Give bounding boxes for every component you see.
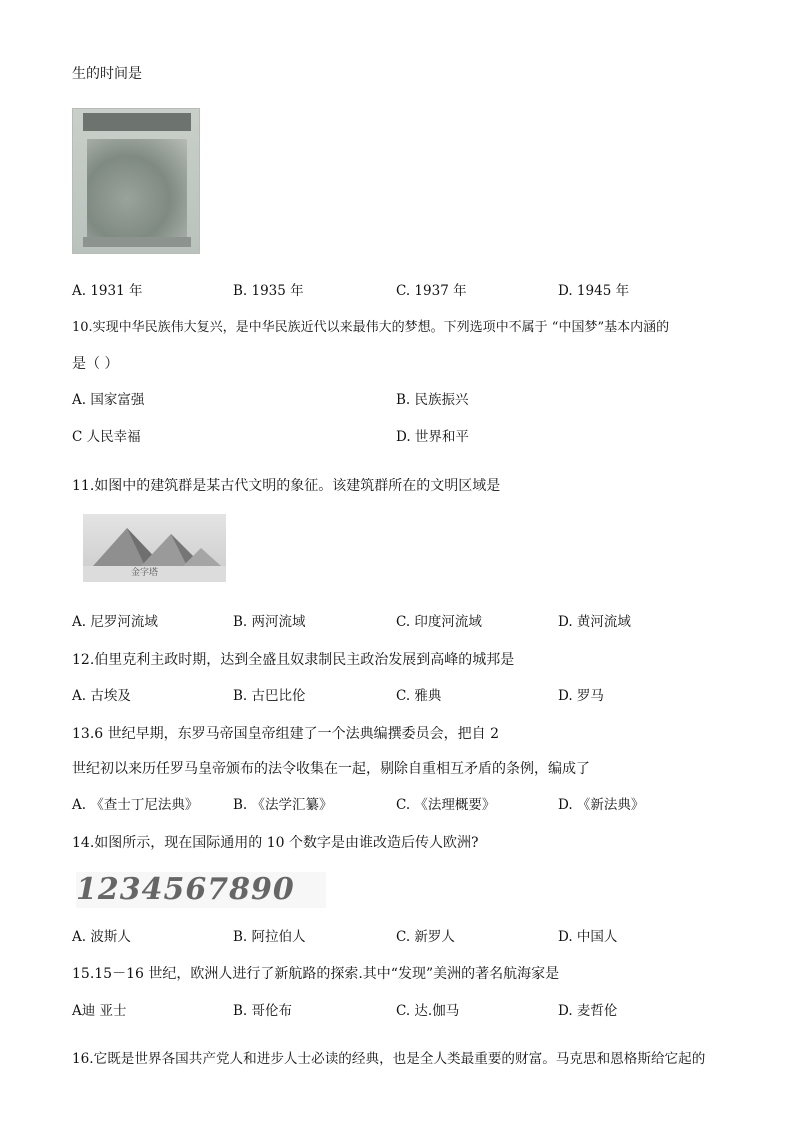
poster-footer — [83, 237, 191, 247]
q15-stem: 15.15－16 世纪，欧洲人进行了新航路的探索.其中“发现”美洲的著名航海家是 — [72, 966, 560, 982]
q9-stem-tail: 生的时间是 — [72, 66, 142, 82]
q9-poster-image — [72, 108, 200, 254]
q12-stem: 12.伯里克利主政时期，达到全盛且奴隶制民主政治发展到高峰的城邦是 — [72, 652, 515, 668]
q9-option-c: C. 1937 年 — [396, 283, 467, 299]
q15-option-d: D. 麦哲伦 — [558, 1003, 618, 1019]
q10-stem-line1: 10.实现中华民族伟大复兴，是中华民族近代以来最伟大的梦想。下列选项中不属于 “中国梦”基本内涵的 — [72, 320, 670, 335]
q13-option-c: C. 《法理概要》 — [396, 797, 496, 813]
q10-option-b: B. 民族振兴 — [396, 392, 469, 408]
poster-illustration — [87, 139, 187, 239]
q9-option-a: A. 1931 年 — [72, 283, 143, 299]
q10-option-d: D. 世界和平 — [396, 429, 469, 445]
q13-option-a: A. 《查士丁尼法典》 — [72, 797, 199, 813]
q13-option-b: B. 《法学汇纂》 — [233, 797, 333, 813]
q10-option-a: A. 国家富强 — [72, 392, 145, 408]
q10-option-c: C 人民幸福 — [72, 429, 141, 445]
q11-pyramids-image — [83, 514, 226, 582]
q13-stem-line1: 13.6 世纪早期，东罗马帝国皇帝组建了一个法典编撰委员会，把自 2 — [72, 726, 499, 742]
q14-stem: 14.如图所示，现在国际通用的 10 个数字是由谁改造后传人欧洲? — [72, 835, 479, 851]
q9-option-b: B. 1935 年 — [233, 283, 304, 299]
q11-option-b: B. 两河流域 — [233, 614, 306, 630]
q11-option-c: C. 印度河流域 — [396, 614, 482, 630]
q14-option-d: D. 中国人 — [558, 929, 618, 945]
q9-option-d: D. 1945 年 — [558, 283, 630, 299]
q12-option-a: A. 古埃及 — [72, 688, 131, 704]
q16-stem: 16.它既是世界各国共产党人和进步人士必读的经典，也是全人类最重要的财富。马克思和恩格斯给它起的 — [72, 1051, 706, 1067]
q11-figure-caption: 金字塔 — [131, 568, 159, 578]
poster-title-band — [83, 113, 191, 131]
q13-option-d: D. 《新法典》 — [558, 797, 645, 813]
q14-option-a: A. 波斯人 — [72, 929, 131, 945]
q13-stem-line2: 世纪初以来历任罗马皇帝颁布的法令收集在一起，剔除自重相互矛盾的条例，编成了 — [72, 761, 590, 777]
q12-option-d: D. 罗马 — [558, 688, 604, 704]
q15-option-c: C. 达.伽马 — [396, 1003, 460, 1019]
q10-stem-line2: 是（ ） — [72, 356, 119, 372]
q12-option-b: B. 古巴比伦 — [233, 688, 306, 704]
q14-option-b: B. 阿拉伯人 — [233, 929, 306, 945]
q15-option-b: B. 哥伦布 — [233, 1003, 293, 1019]
q14-digits-image: 1234567890 — [76, 872, 326, 908]
q11-option-a: A. 尼罗河流域 — [72, 614, 158, 630]
q15-option-a: A迪 亚士 — [72, 1003, 127, 1019]
q11-option-d: D. 黄河流域 — [558, 614, 631, 630]
q11-stem: 11.如图中的建筑群是某古代文明的象征。该建筑群所在的文明区域是 — [72, 478, 501, 494]
q12-option-c: C. 雅典 — [396, 688, 442, 704]
q14-option-c: C. 新罗人 — [396, 929, 455, 945]
